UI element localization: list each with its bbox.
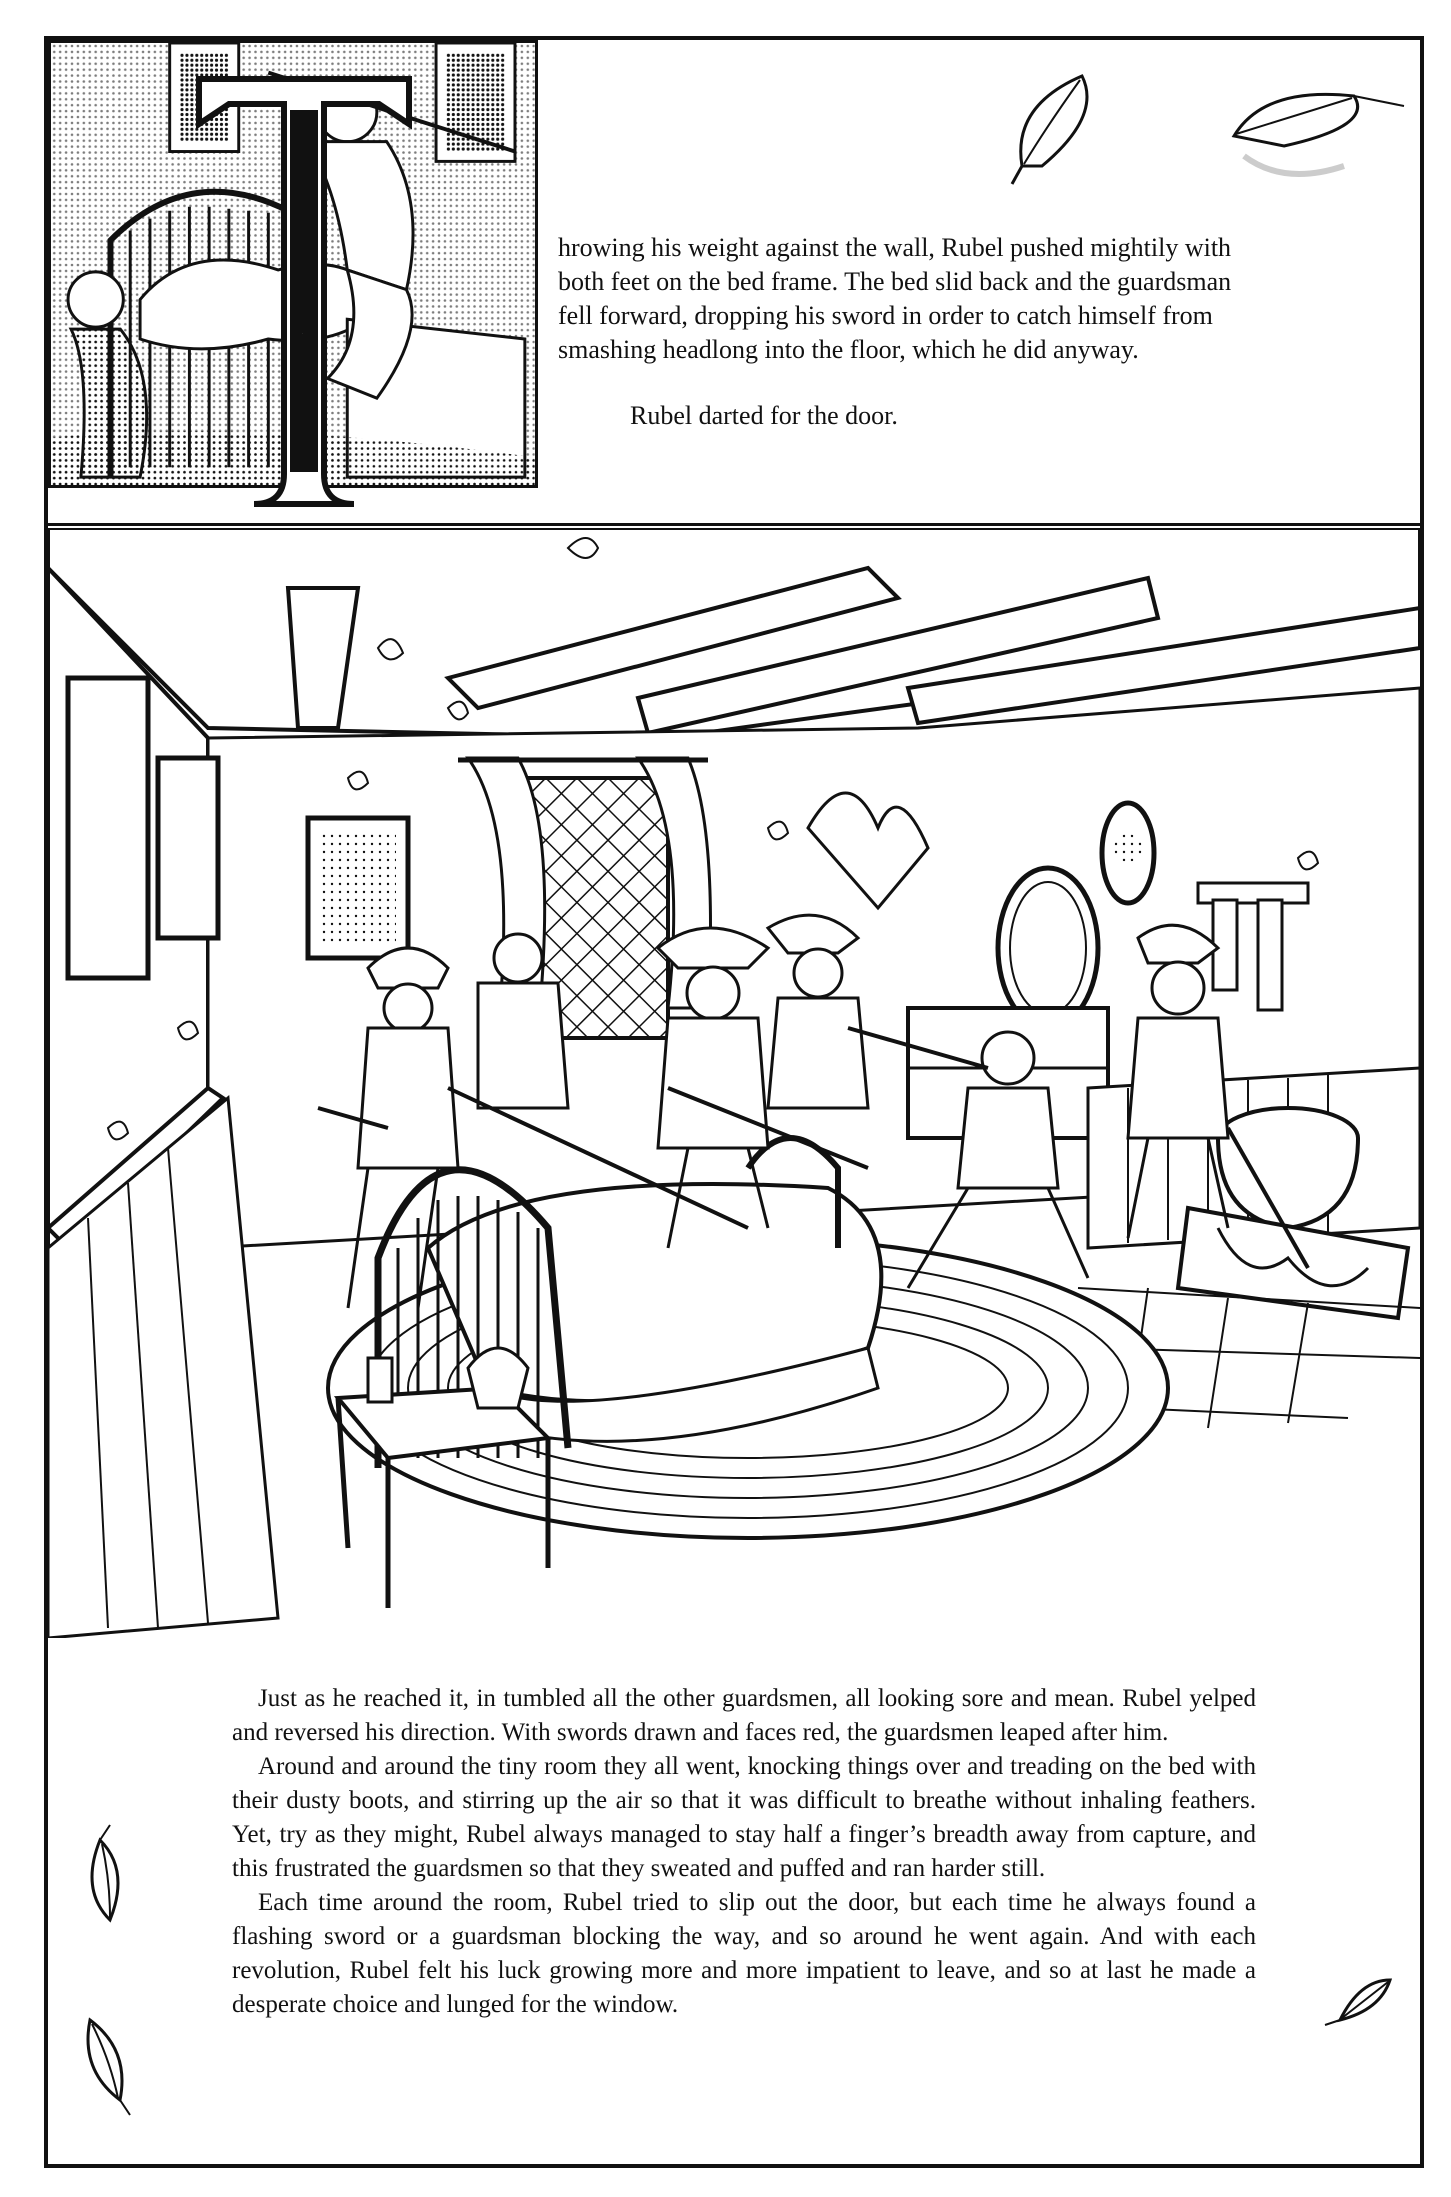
feather-icon [70, 2010, 140, 2120]
feather-icon [1002, 66, 1112, 186]
top-paragraph-2: Rubel darted for the door. [630, 401, 898, 430]
body-text [232, 1682, 1256, 2022]
feather-icon [1224, 76, 1414, 186]
feather-icon [70, 1820, 140, 1930]
body-paragraph-3: Each time around the room, Rubel tried to slip out the door, but each time he always found a flashing sword or a guardsman blocking the way, and so around he went again. And with each revolution, Rubel felt his luck growing more and more impatient to leave, and so at last he made a desperate choice and lunged for the window. [232, 1889, 1256, 2018]
feather-icon [1320, 1970, 1400, 2040]
illustration-bedroom-chase [48, 528, 1420, 1638]
top-paragraph-1: hrowing his weight against the wall, Rubel pushed mightily with both feet on the bed frame. The bed slid back and the guardsman fell forward, dropping his sword in order to catch himself from smashing headlong into the floor, which he did anyway. [558, 233, 1232, 364]
body-paragraph-2: Around and around the tiny room they all went, knocking things over and treading on the bed with their dusty boots, and stirring up the air so that it was difficult to breathe without inhaling feathers. Yet, try as they might, Rubel always managed to stay half a finger’s breadth away from capture, and this frustrated the guardsmen so that they sweated and puffed and ran harder still. [232, 1753, 1256, 1882]
drop-cap-letter [194, 74, 414, 514]
svg-text:T: T [302, 334, 303, 335]
top-text [558, 231, 1258, 433]
body-paragraph-1: Just as he reached it, in tumbled all the other guardsmen, all looking sore and mean. Rubel yelped and reversed his direction. With swords drawn and faces red, the guardsmen leaped after him. [232, 1685, 1256, 1746]
top-panel [44, 36, 1424, 526]
